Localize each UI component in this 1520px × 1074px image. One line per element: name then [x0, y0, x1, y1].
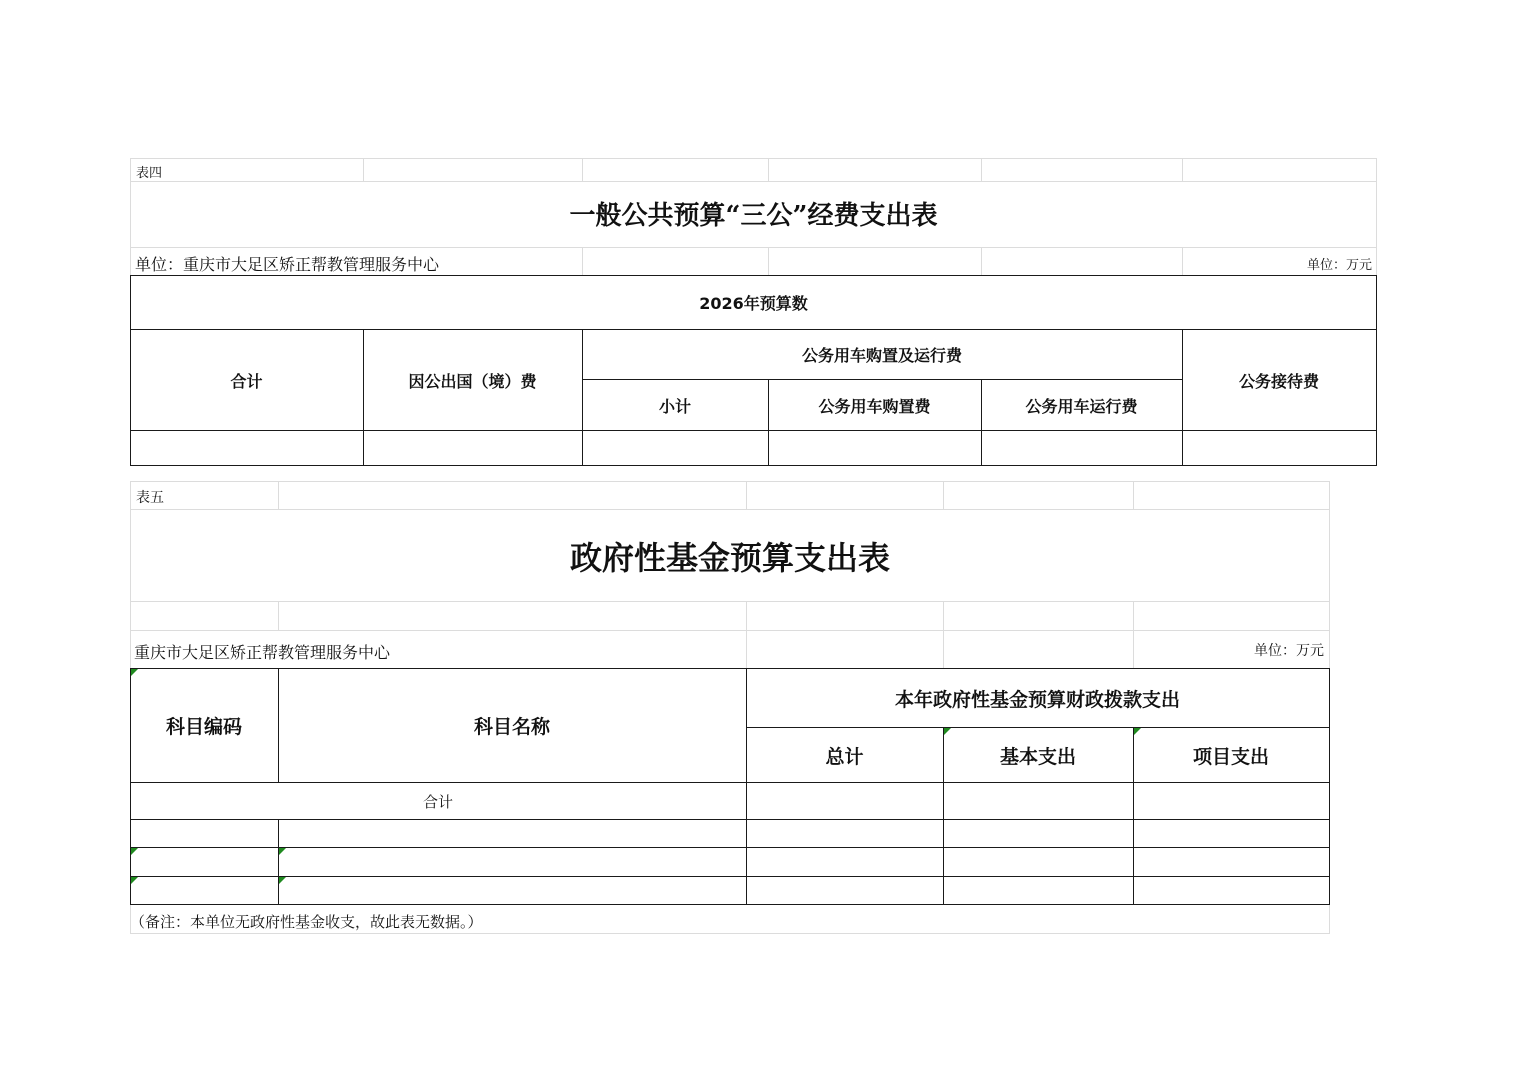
table-5-label: 表五	[136, 490, 164, 506]
table-5-unit-org: 重庆市大足区矫正帮教管理服务中心	[134, 643, 391, 662]
table-4-label: 表四	[136, 166, 163, 181]
header-fund-group: 本年政府性基金预算财政拨款支出	[894, 688, 1180, 711]
header-vehicle-group: 公务用车购置及运行费	[801, 346, 962, 365]
table-4-unit-org: 单位：重庆市大足区矫正帮教管理服务中心	[135, 255, 440, 274]
row-total-label: 合计	[422, 792, 453, 811]
table-4-title: 一般公共预算“三公”经费支出表	[569, 200, 938, 231]
header-total: 合计	[230, 371, 263, 391]
header-subject-code: 科目编码	[165, 716, 242, 738]
header-grand-total: 总计	[825, 745, 864, 768]
header-subtotal: 小计	[658, 396, 691, 416]
header-abroad-fee: 因公出国（境）费	[408, 371, 537, 391]
table-4-unit-currency: 单位：万元	[1306, 258, 1372, 273]
header-subject-name: 科目名称	[473, 716, 550, 738]
table-5-title: 政府性基金预算支出表	[569, 539, 890, 577]
header-vehicle-run: 公务用车运行费	[1025, 396, 1138, 416]
table-5-unit-currency: 单位：万元	[1254, 643, 1324, 659]
header-project-expense: 项目支出	[1192, 745, 1269, 768]
header-vehicle-purchase: 公务用车购置费	[818, 396, 931, 416]
header-reception-fee: 公务接待费	[1238, 371, 1319, 391]
table-5-note: （备注：本单位无政府性基金收支，故此表无数据。）	[130, 913, 483, 931]
header-basic-expense: 基本支出	[999, 745, 1076, 768]
header-budget-year: 2026年预算数	[699, 294, 808, 313]
